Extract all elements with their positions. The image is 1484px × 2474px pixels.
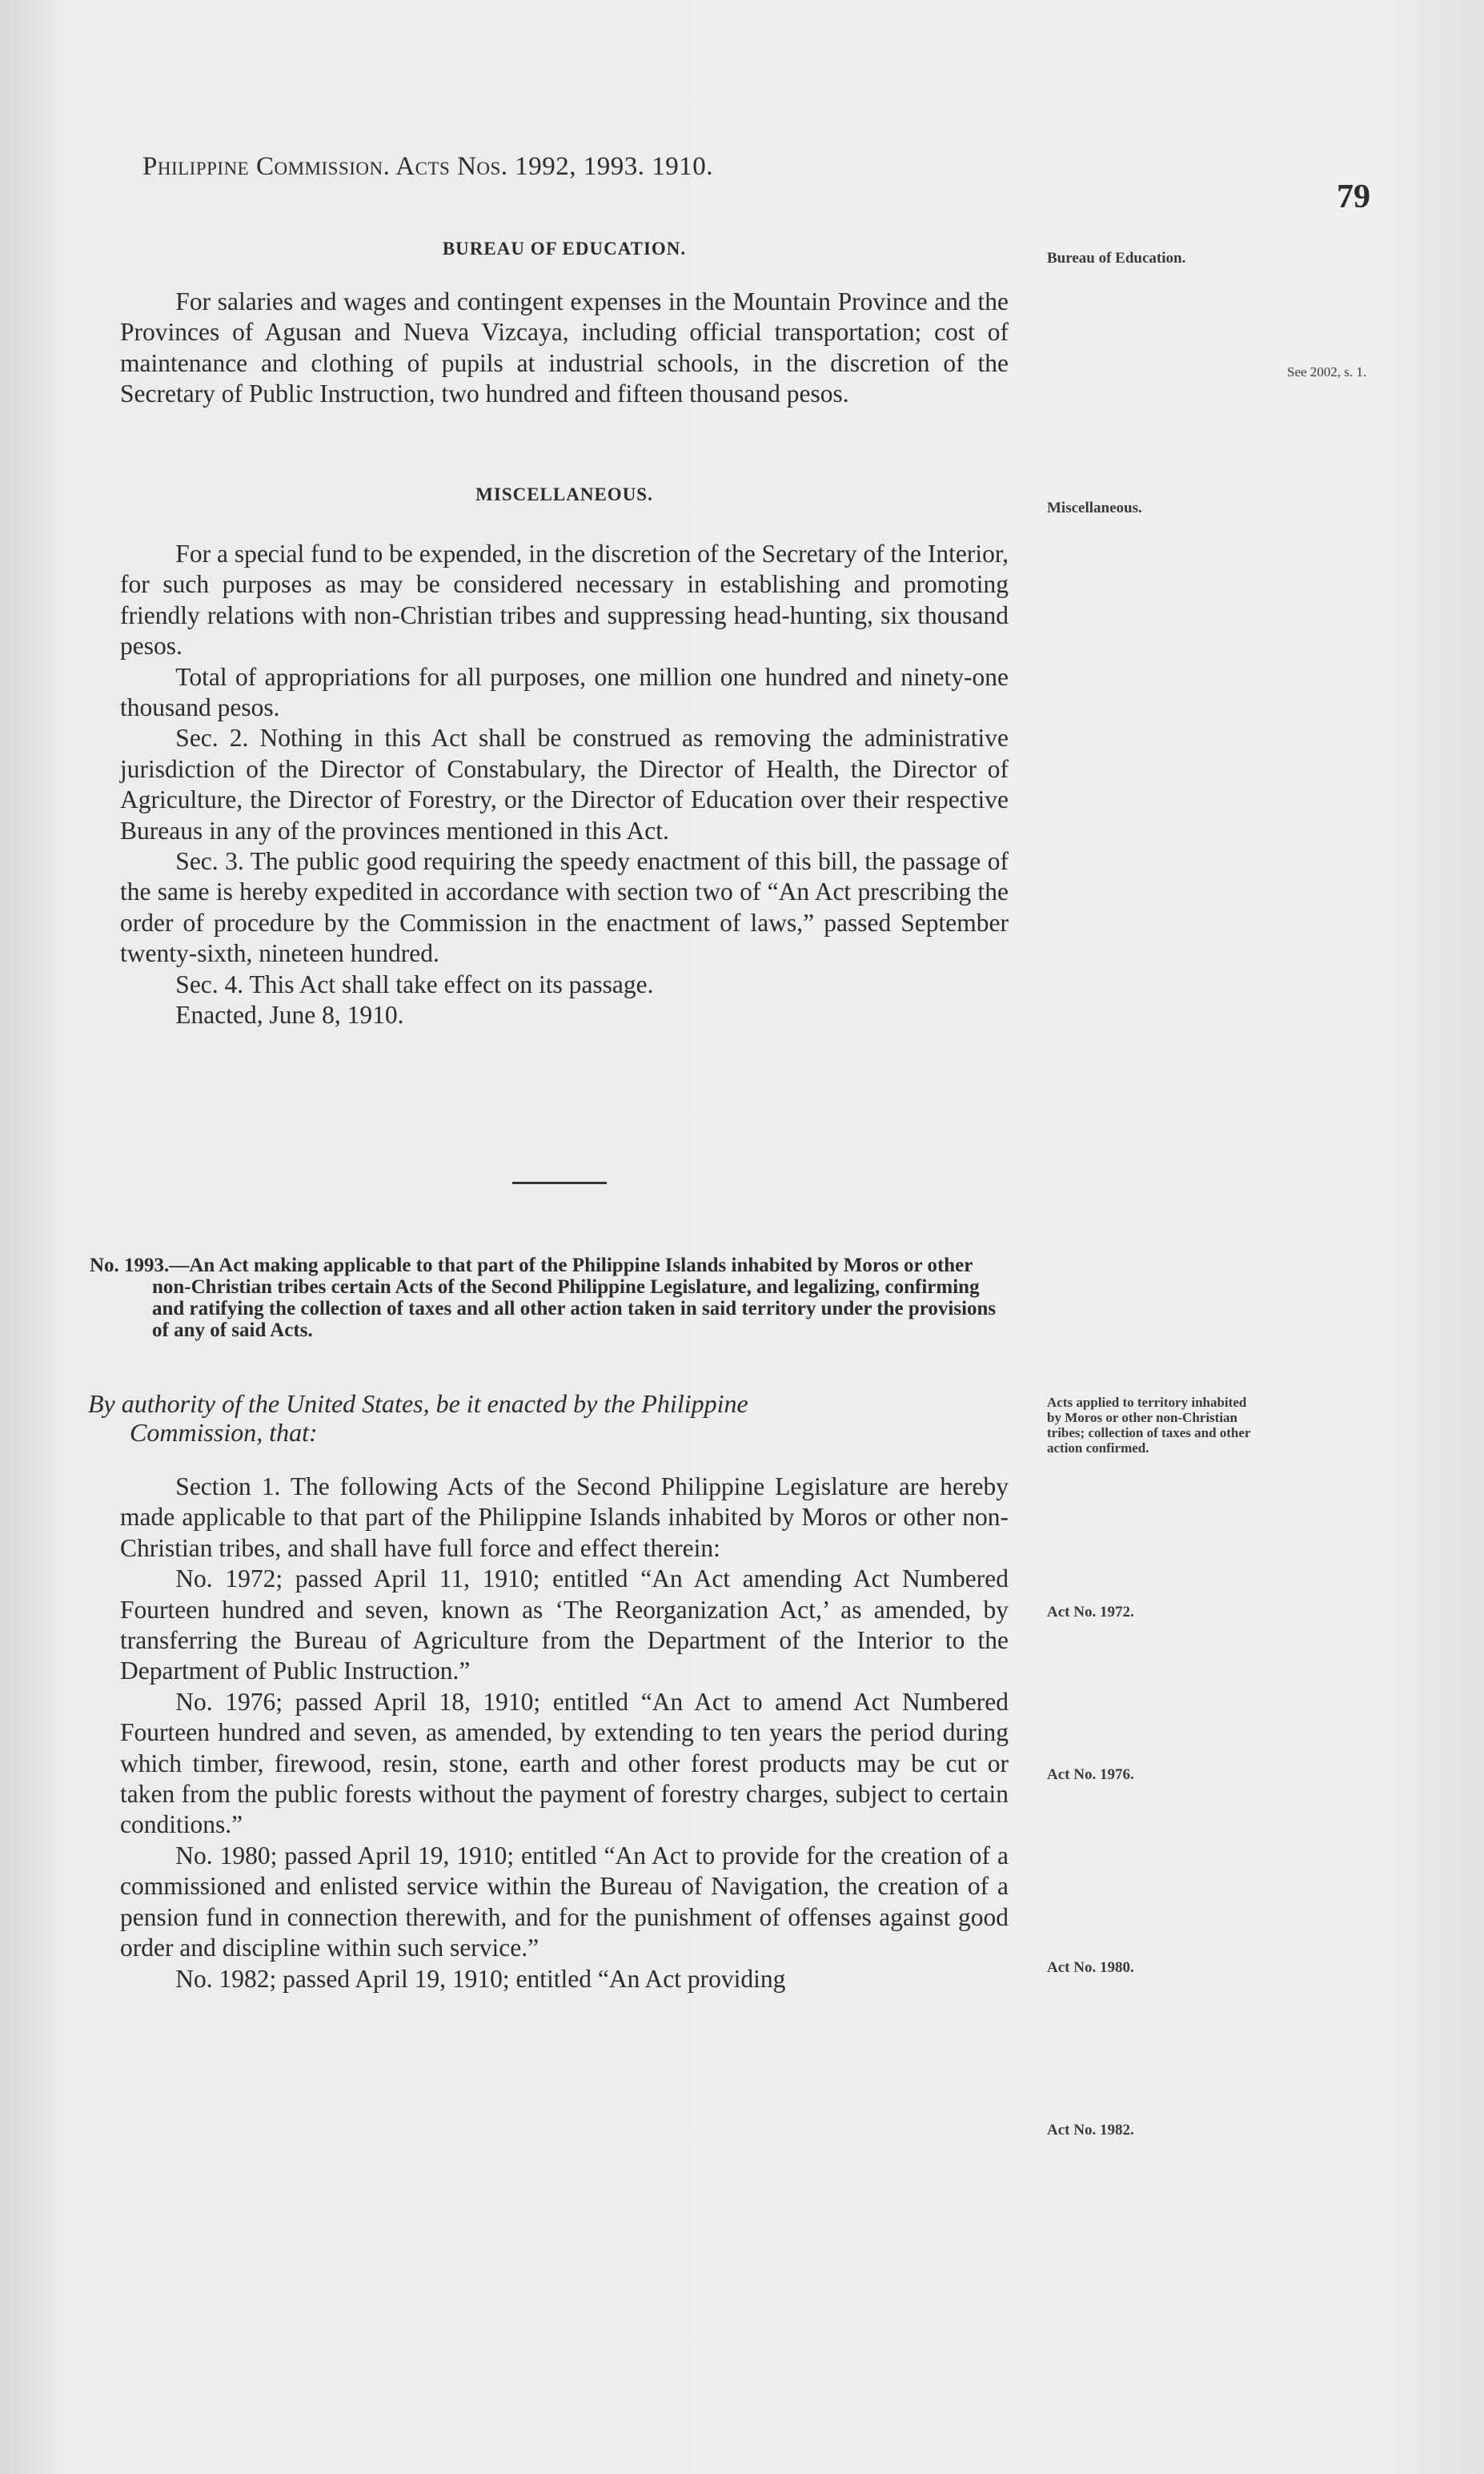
paragraph: For a special fund to be expended, in the discretion of the Secretary of the Interior, for such purposes as may be considered necessary in establishing and promoting friendly relations with non-Christian tribes and suppressing head-hunting, six thousand pesos. [120,540,1009,661]
enacting-clause [88,1389,1009,1447]
bureau-paragraph [120,287,1009,410]
paragraph: Sec. 4. This Act shall take effect on its passage. [175,970,654,998]
margin-note-bureau: Bureau of Education. [1047,250,1186,267]
act-item: No. 1982; passed April 19, 1910; entitled “An Act providing [175,1964,786,1993]
act-title-text: —An Act making applicable to that part of the Philippine Islands inhabited by Moros or other non-Christian tribes certain Acts of the Second Philippine Legislature, and legalizing, confirming and ratifying the collection of taxes and all other action taken in said territory under the provisions of any of said Acts. [152,1255,997,1341]
margin-note-misc: Miscellaneous. [1047,500,1142,516]
section-heading-misc: MISCELLANEOUS. [475,484,653,504]
section-heading-bureau: BUREAU OF EDUCATION. [442,239,687,259]
enacting-line-1: By authority of the United States, be it enacted by the Philippine [88,1389,748,1418]
act-item: No. 1980; passed April 19, 1910; entitled “An Act to provide for the creation of a commissioned and enlisted service within the Bureau of Navigation, the creation of a pension fund in connection therewith, and for the punishment of offenses against good order and discipline within such service.” [120,1841,1009,1962]
section-1: Section 1. The following Acts of the Second Philippine Legislature are hereby made applicable to that part of the Philippine Islands inhabited by Moros or other non-Christian tribes, and shall have full force and effect therein: [120,1472,1009,1562]
page-number: 79 [1337,179,1370,215]
misc-paragraphs [120,539,1009,1031]
margin-note-act-1972: Act No. 1972. [1047,1604,1134,1621]
margin-note-acts-applied: Acts applied to territory inhabited by Moros or other non-Christian tribes; collection of taxes and other action confirmed. [1047,1395,1251,1456]
act-body [120,1472,1009,1994]
running-head: Philippine Commission. Acts Nos. 1992, 1993. 1910. [142,152,714,181]
paragraph: Enacted, June 8, 1910. [175,1001,404,1030]
paragraph: For salaries and wages and contingent expenses in the Mountain Province and the Provinces of Agusan and Nueva Vizcaya, including official transportation; cost of maintenance and clothing of pupils at industrial schools, in the discretion of the Secretary of Public Instruction, two hundred and fifteen thousand pesos. [120,287,1009,408]
margin-note-see: See 2002, s. 1. [1287,364,1367,380]
section-divider [512,1182,607,1184]
paragraph: Total of appropriations for all purposes, one million one hundred and ninety-one thousand pesos. [120,662,1009,722]
margin-note-act-1976: Act No. 1976. [1047,1766,1134,1783]
act-number: No. 1993. [90,1255,170,1276]
margin-note-act-1982: Act No. 1982. [1047,2122,1134,2139]
margin-note-act-1980: Act No. 1980. [1047,1959,1134,1976]
act-item: No. 1972; passed April 11, 1910; entitled “An Act amending Act Numbered Fourteen hundred and seven, known as ‘The Reorganization Act,’ as amended, by transferring the Bureau of Agriculture from the Department of the Interior to the Department of Public Instruction.” [120,1564,1009,1685]
enacting-line-2: Commission, that: [130,1418,318,1447]
paragraph: Sec. 2. Nothing in this Act shall be construed as removing the administrative jurisdiction of the Director of Constabulary, the Director of Health, the Director of Agriculture, the Director of Forestry, or the Director of Education over their respective Bureaus in any of the provinces mentioned in this Act. [120,724,1009,845]
paragraph: Sec. 3. The public good requiring the speedy enactment of this bill, the passage of the same is hereby expedited in accordance with section two of “An Act prescribing the order of procedure by the Commission in the enactment of laws,” passed September twenty-sixth, nineteen hundred. [120,847,1009,968]
act-item: No. 1976; passed April 18, 1910; entitled “An Act to amend Act Numbered Fourteen hundred and seven, as amended, by extending to ten years the period during which timber, firewood, resin, stone, earth and other forest products may be cut or taken from the public forests without the payment of forestry charges, subject to certain conditions.” [120,1687,1009,1839]
act-title [90,1255,1002,1341]
